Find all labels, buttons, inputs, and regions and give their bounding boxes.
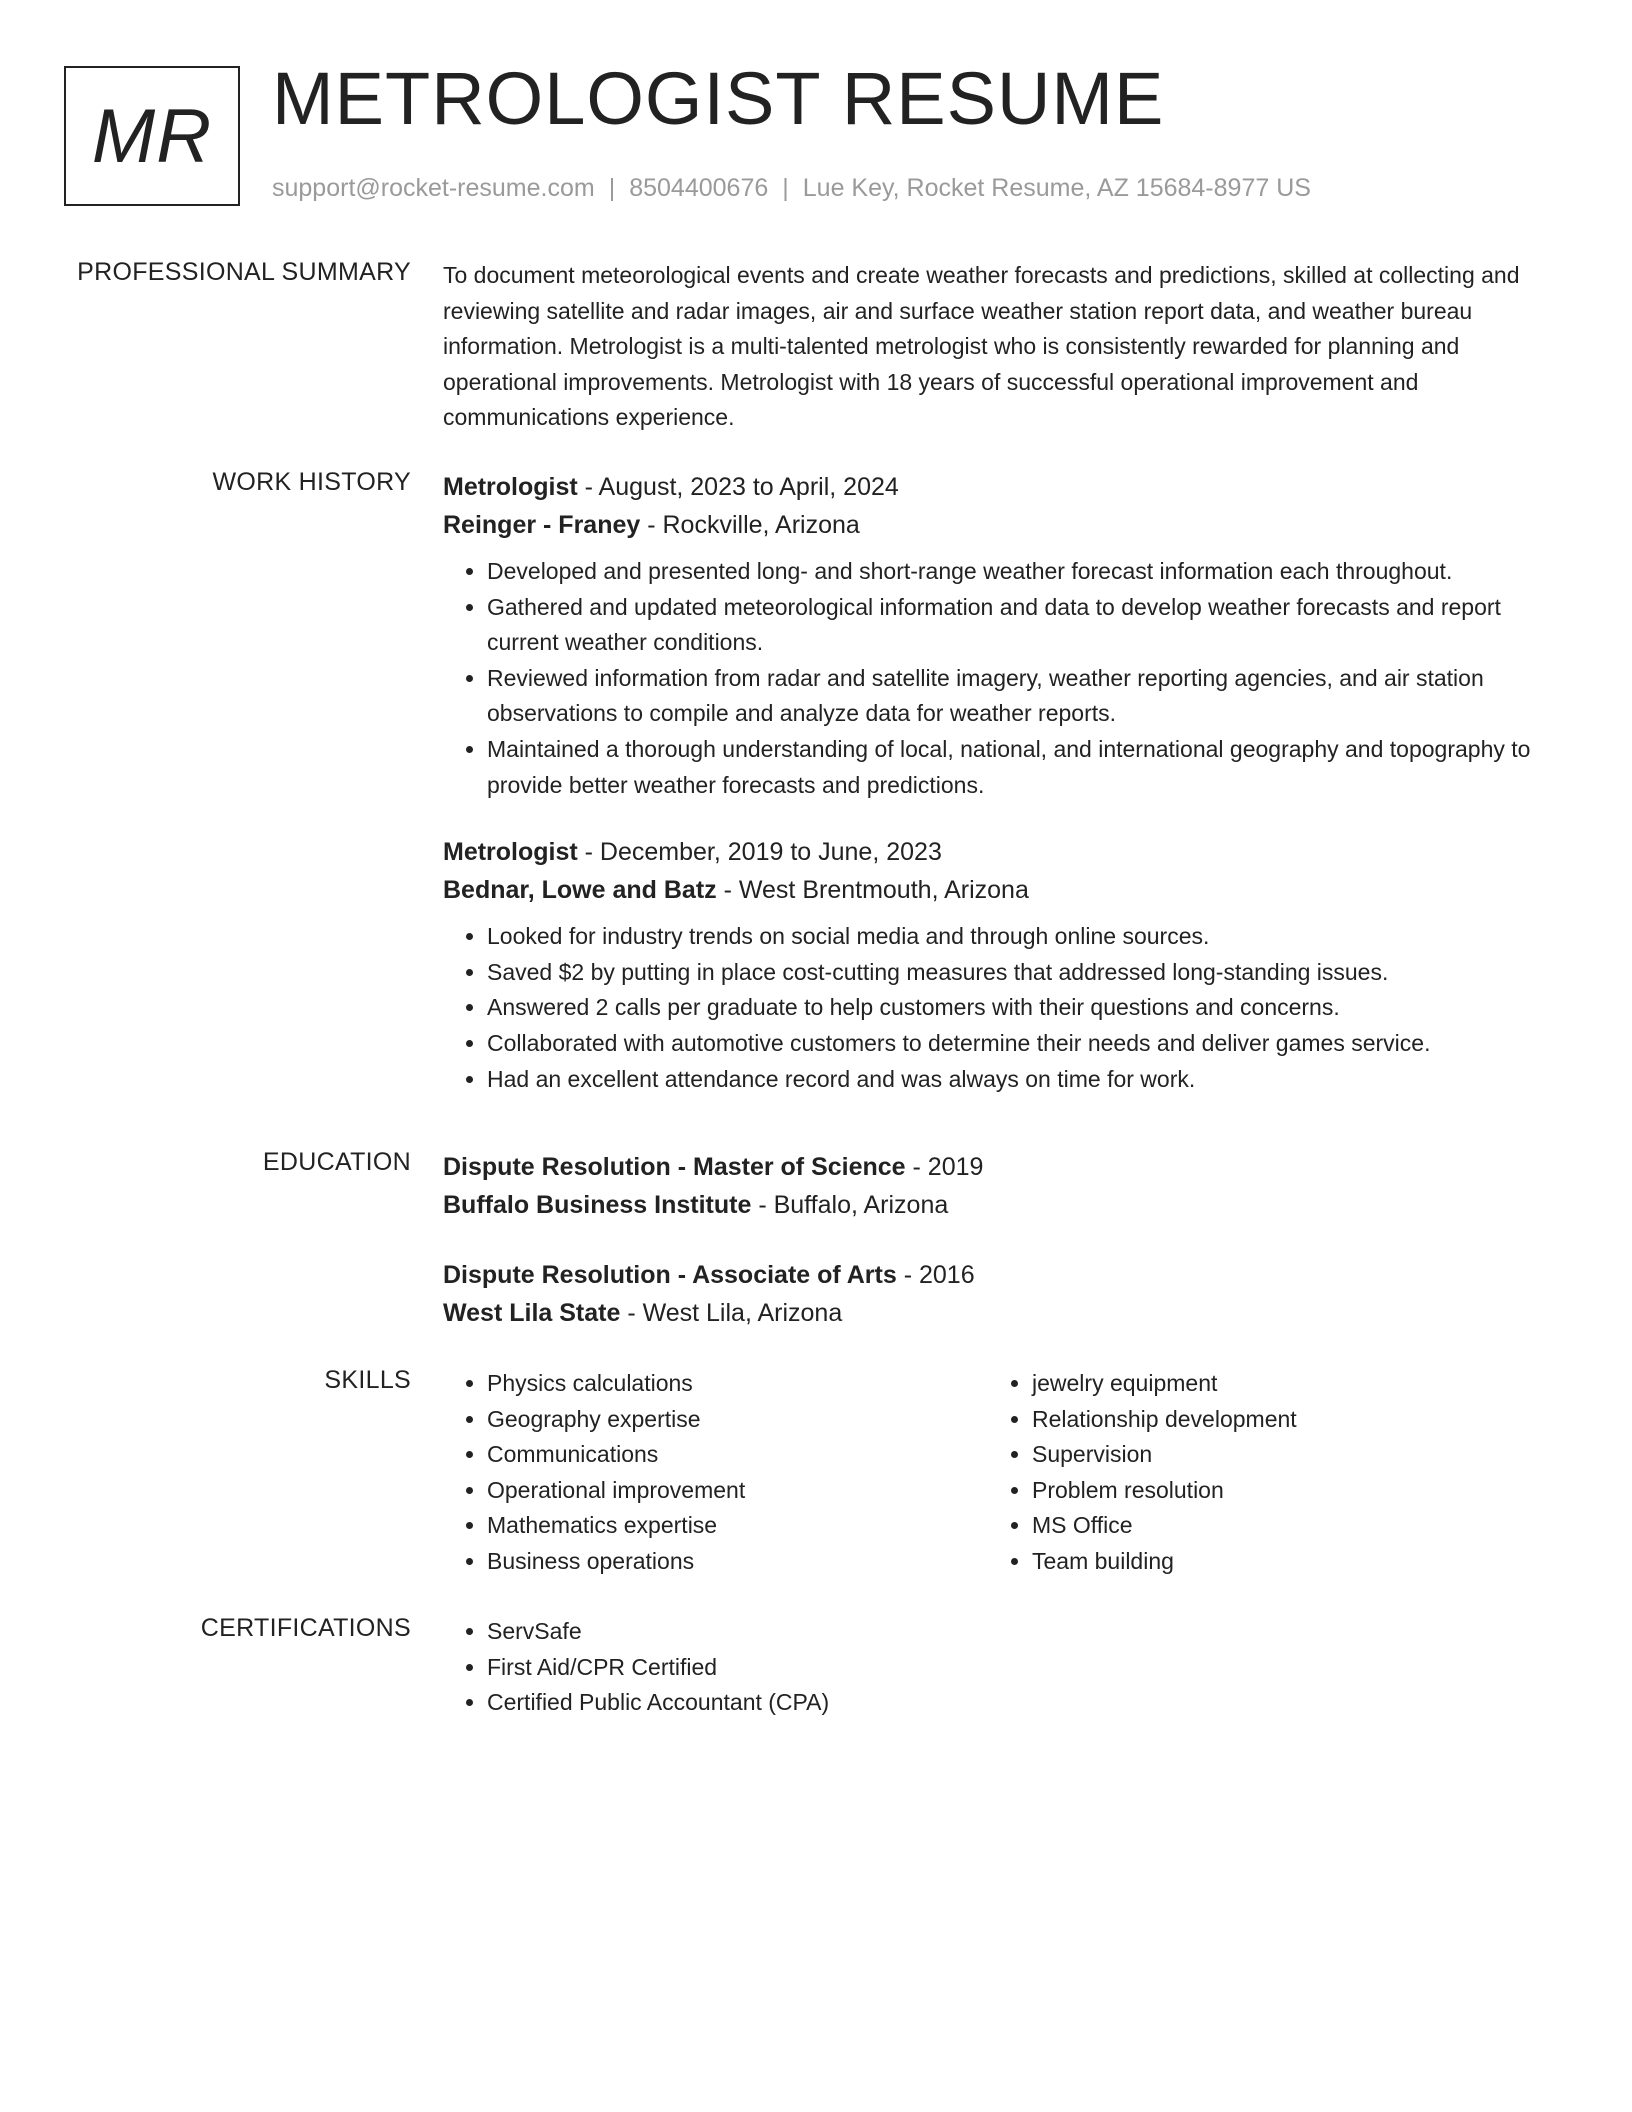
skill-item: • MS Office [1032, 1508, 1533, 1544]
education-entry [443, 1148, 1543, 1224]
skills-body [443, 1366, 1543, 1580]
job-location: - West Brentmouth, Arizona [716, 876, 1029, 905]
section-label-education: EDUCATION [262, 1148, 411, 1176]
contact-email[interactable]: support@rocket-resume.com [272, 174, 595, 202]
section-label-certifications: CERTIFICATIONS [200, 1614, 411, 1642]
school: West Lila State [443, 1299, 621, 1327]
certifications-body [443, 1614, 1543, 1721]
contact-address: Lue Key, Rocket Resume, AZ 15684-8977 US [802, 174, 1311, 202]
job-title: Metrologist [443, 473, 578, 501]
degree: Dispute Resolution - Master of Science [443, 1153, 906, 1181]
degree-year: - 2019 [905, 1153, 984, 1181]
job-company-line [443, 506, 1543, 544]
skill-item: • Team building [1032, 1544, 1533, 1580]
list-item: • Had an excellent attendance record and was always on time for work. [487, 1062, 1543, 1098]
list-item: • Developed and presented long- and short-range weather forecast information each throughout. [487, 554, 1543, 590]
skills-columns [443, 1366, 1543, 1580]
job-title-line [443, 833, 1543, 871]
job-company-line [443, 871, 1543, 909]
school-location: - West Lila, Arizona [620, 1299, 843, 1327]
contact-line [272, 174, 1311, 203]
degree: Dispute Resolution - Associate of Arts [443, 1261, 897, 1289]
job-title-line [443, 468, 1543, 506]
job-bullets [443, 554, 1543, 803]
skill-item: • Relationship development [1032, 1402, 1533, 1438]
degree-line [443, 1148, 1543, 1186]
job-entry [443, 833, 1543, 1097]
skill-item: • Business operations [487, 1544, 988, 1580]
job-entry [443, 468, 1543, 803]
skills-list-right [988, 1366, 1533, 1580]
contact-phone[interactable]: 8504400676 [629, 174, 769, 202]
school: Buffalo Business Institute [443, 1191, 752, 1219]
education-entry [443, 1256, 1543, 1332]
skill-item: • Mathematics expertise [487, 1508, 988, 1544]
job-company: Bednar, Lowe and Batz [443, 876, 717, 905]
school-location: - Buffalo, Arizona [751, 1191, 949, 1219]
section-label-work: WORK HISTORY [212, 468, 411, 496]
education-entries [443, 1148, 1543, 1332]
monogram-initials: MR [91, 93, 213, 179]
skills-list-left [443, 1366, 988, 1580]
skill-item: • Operational improvement [487, 1473, 988, 1509]
job-dates: - December, 2019 to June, 2023 [577, 838, 942, 867]
section-label-summary: PROFESSIONAL SUMMARY [77, 258, 411, 286]
list-item: • Saved $2 by putting in place cost-cutting measures that addressed long-standing issues. [487, 955, 1543, 991]
skill-item: • Communications [487, 1437, 988, 1473]
certification-item: • Certified Public Accountant (CPA) [487, 1685, 1543, 1721]
work-entries [443, 468, 1543, 1097]
job-bullets [443, 919, 1543, 1097]
resume-title: METROLOGIST RESUME [272, 57, 1165, 140]
list-item: • Gathered and updated meteorological information and data to develop weather forecasts and report current weather conditions. [487, 590, 1543, 661]
monogram-box [64, 66, 240, 206]
skill-item: • jewelry equipment [1032, 1366, 1533, 1402]
list-item: • Collaborated with automotive customers to determine their needs and deliver games service. [487, 1026, 1543, 1062]
certifications-list [443, 1614, 1543, 1721]
job-location: - Rockville, Arizona [640, 511, 860, 539]
school-line [443, 1294, 1543, 1332]
job-dates: - August, 2023 to April, 2024 [577, 473, 899, 501]
skill-item: • Physics calculations [487, 1366, 988, 1402]
degree-year: - 2016 [896, 1261, 975, 1289]
list-item: • Answered 2 calls per graduate to help customers with their questions and concerns. [487, 990, 1543, 1026]
list-item: • Reviewed information from radar and satellite imagery, weather reporting agencies, and air station observations to compile and analyze data for weather reports. [487, 661, 1543, 732]
skill-item: • Supervision [1032, 1437, 1533, 1473]
skill-item: • Problem resolution [1032, 1473, 1533, 1509]
job-title: Metrologist [443, 838, 578, 867]
list-item: • Maintained a thorough understanding of local, national, and international geography and topography to provide better weather forecasts and predictions. [487, 732, 1543, 803]
summary-text: To document meteorological events and create weather forecasts and predictions, skilled at collecting and reviewing satellite and radar images, air and surface weather station report data, and weather bureau information. Metrologist is a multi-talented metrologist who is consistently rewarded for planning and operational improvements. Metrologist with 18 years of successful operational improvement and communications experience. [443, 262, 1520, 431]
skill-item: • Geography expertise [487, 1402, 988, 1438]
certification-item: • ServSafe [487, 1614, 1543, 1650]
degree-line [443, 1256, 1543, 1294]
certification-item: • First Aid/CPR Certified [487, 1650, 1543, 1686]
section-label-skills: SKILLS [324, 1366, 411, 1394]
contact-separator: | [782, 174, 789, 202]
school-line [443, 1186, 1543, 1224]
contact-separator: | [608, 174, 616, 202]
list-item: • Looked for industry trends on social media and through online sources. [487, 919, 1543, 955]
job-company: Reinger - Franey [443, 511, 641, 539]
